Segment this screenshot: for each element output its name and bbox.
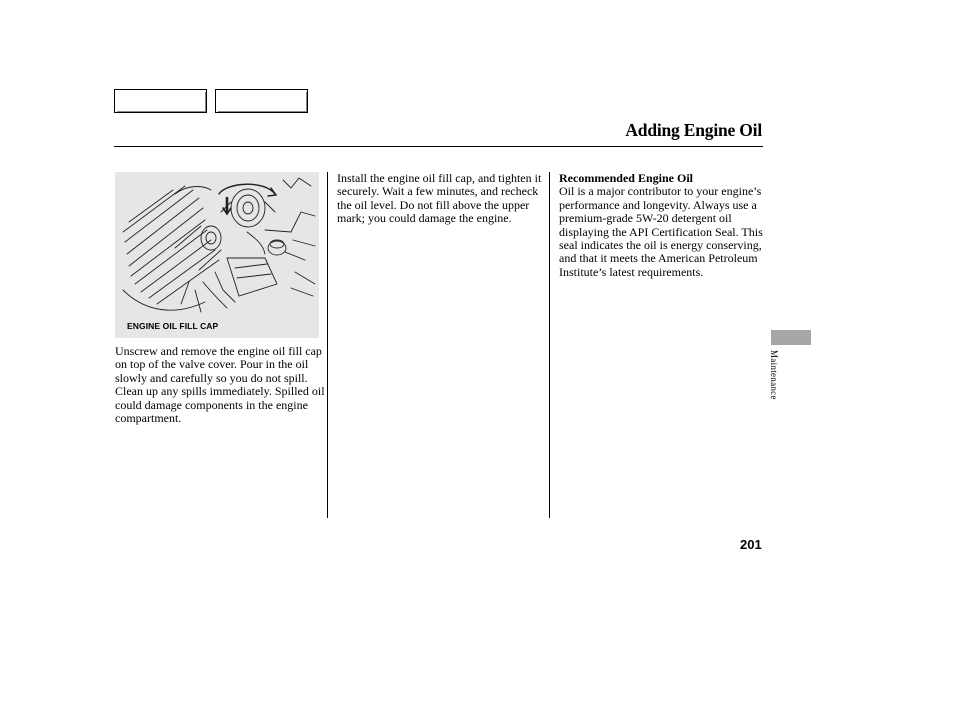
nav-button-2[interactable]	[215, 89, 308, 113]
recommended-oil-heading: Recommended Engine Oil	[559, 171, 693, 185]
column-divider-1	[327, 172, 328, 518]
nav-button-1[interactable]	[114, 89, 207, 113]
engine-oil-fill-cap-illustration	[115, 172, 319, 338]
figure-caption: ENGINE OIL FILL CAP	[127, 321, 219, 331]
section-tab	[771, 330, 811, 345]
column-3-text: Oil is a major contributor to your engine’s performance and longevity. Always use a premium-grade 5W-20 detergent oil displaying the API Certification Seal. This seal indicates the oil is energy conserving, and that it meets the American Petroleum Institute’s latest requirements.	[559, 184, 763, 279]
column-divider-2	[549, 172, 550, 518]
page-title: Adding Engine Oil	[625, 120, 762, 140]
title-rule	[114, 146, 763, 147]
column-1-text: Unscrew and remove the engine oil fill cap on top of the valve cover. Pour in the oil slowly and carefully so you do not spill. Clean up any spills immediately. Spilled oil could damage components in the engine compartment.	[115, 344, 325, 426]
column-3	[559, 172, 763, 279]
column-2-text: Install the engine oil fill cap, and tighten it securely. Wait a few minutes, and recheck the oil level. Do not fill above the upper mark; you could damage the engine.	[337, 171, 542, 226]
page-number: 201	[740, 537, 762, 552]
engine-line-drawing	[115, 172, 319, 338]
section-label: Maintenance	[769, 350, 779, 400]
